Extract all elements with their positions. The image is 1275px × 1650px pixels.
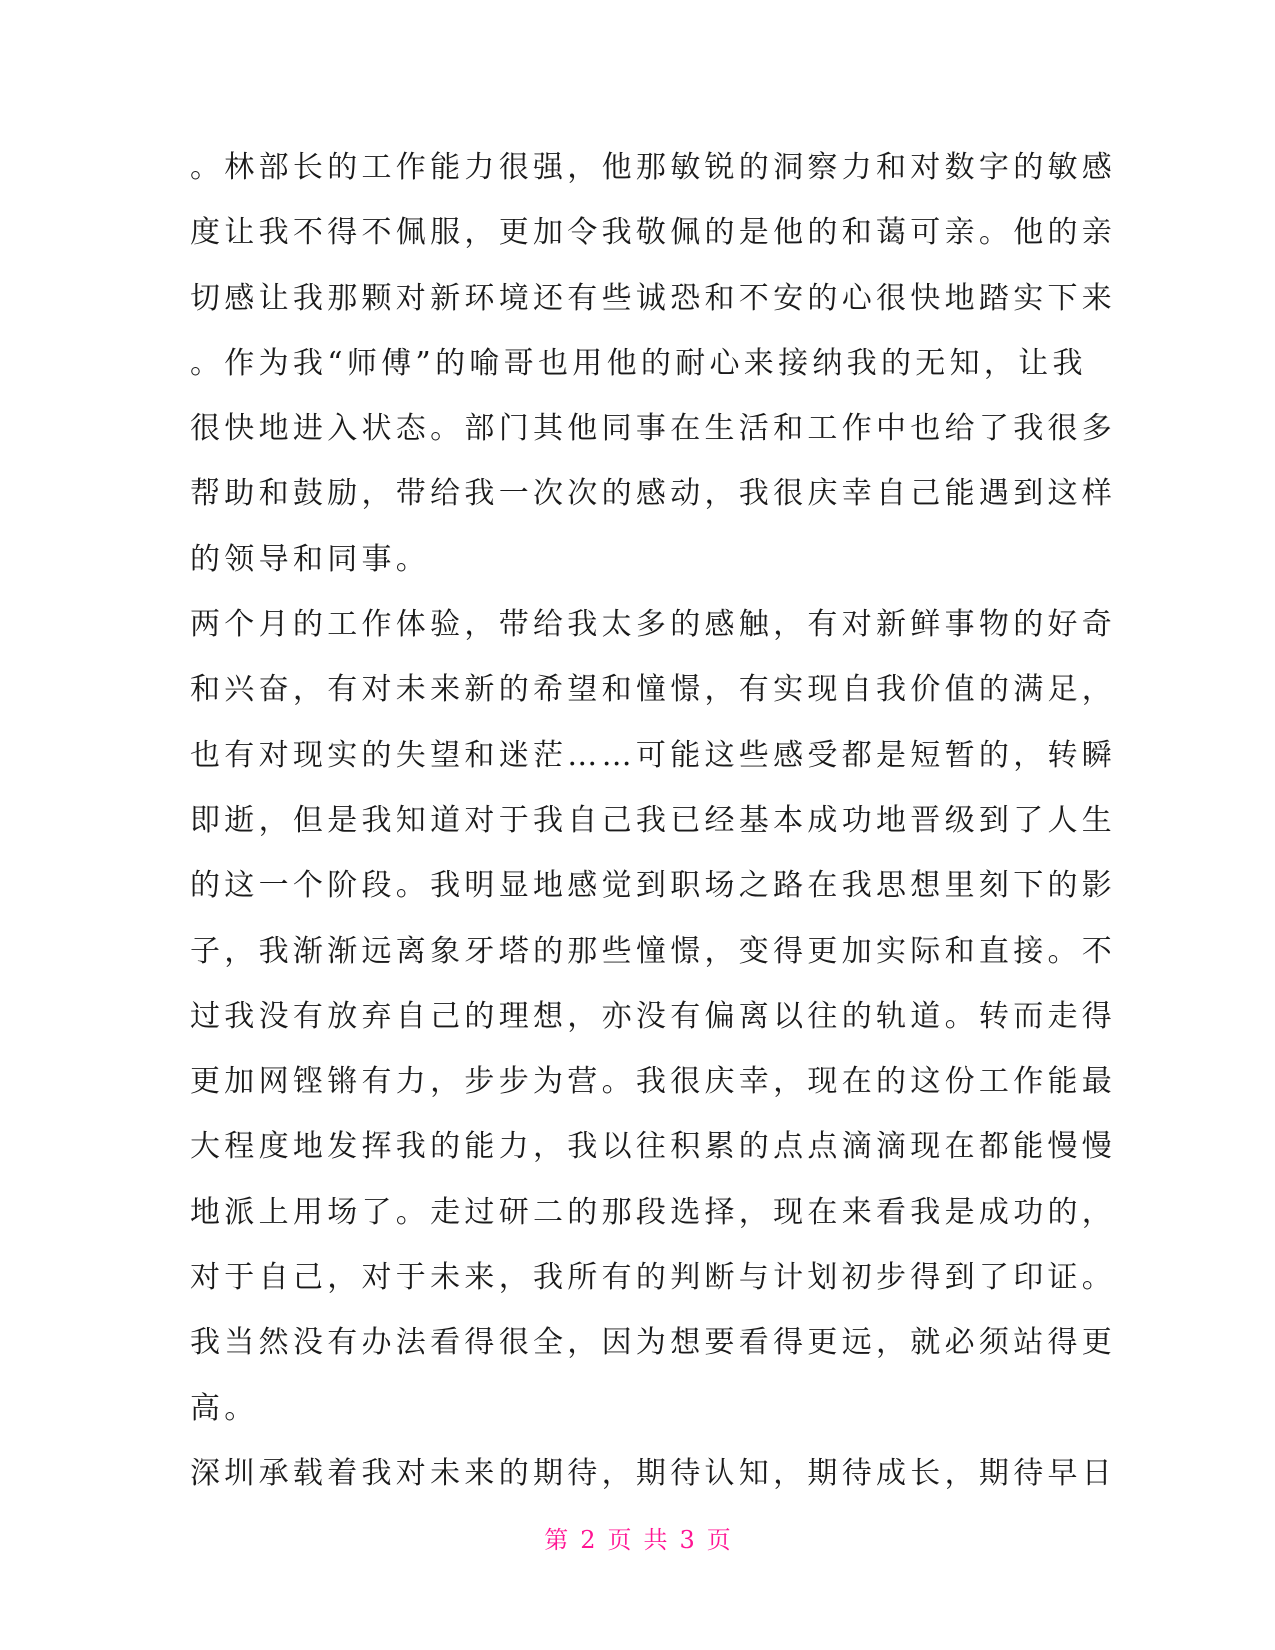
text-line: 。林部长的工作能力很强，他那敏锐的洞察力和对数字的敏感 <box>190 150 1117 185</box>
text-line: 大程度地发挥我的能力，我以往积累的点点滴滴现在都能慢慢 <box>190 1129 1117 1165</box>
footer-prefix: 第 <box>544 1526 569 1554</box>
page-number-footer <box>0 1524 1275 1556</box>
text-line: 两个月的工作体验，带给我太多的感触，有对新鲜事物的好奇 <box>190 607 1117 643</box>
footer-total-label: 共 <box>643 1526 668 1554</box>
text-line: 过我没有放弃自己的理想，亦没有偏离以往的轨道。转而走得 <box>190 998 1117 1034</box>
text-line: 帮助和鼓励，带给我一次次的感动，我很庆幸自己能遇到这样 <box>190 476 1117 512</box>
total-pages-number: 3 <box>679 1526 695 1554</box>
current-page-number: 2 <box>580 1526 596 1554</box>
text-line: 对于自己，对于未来，我所有的判断与计划初步得到了印证。 <box>190 1260 1117 1296</box>
text-line: 我当然没有办法看得很全，因为想要看得更远，就必须站得更 <box>190 1325 1117 1361</box>
text-line: 子，我渐渐远离象牙塔的那些憧憬，变得更加实际和直接。不 <box>190 933 1117 969</box>
text-line: 的领导和同事。 <box>190 541 431 577</box>
text-line: 很快地进入状态。部门其他同事在生活和工作中也给了我很多 <box>190 411 1117 447</box>
text-line: 高。 <box>190 1390 259 1426</box>
footer-suffix: 页 <box>706 1526 731 1554</box>
document-body <box>190 148 1117 1519</box>
text-line: 即逝，但是我知道对于我自己我已经基本成功地晋级到了人生 <box>190 802 1117 838</box>
text-line: 地派上用场了。走过研二的那段选择，现在来看我是成功的， <box>190 1194 1117 1230</box>
text-line: 的这一个阶段。我明显地感觉到职场之路在我思想里刻下的影 <box>190 868 1117 904</box>
footer-page-label: 页 <box>607 1526 632 1554</box>
text-line: 也有对现实的失望和迷茫……可能这些感受都是短暂的，转瞬 <box>190 737 1117 773</box>
text-line: 切感让我那颗对新环境还有些诚恐和不安的心很快地踏实下来 <box>190 280 1117 316</box>
text-line: 深圳承载着我对未来的期待，期待认知，期待成长，期待早日 <box>190 1455 1117 1491</box>
text-line: 更加网铿锵有力，步步为营。我很庆幸，现在的这份工作能最 <box>190 1064 1117 1100</box>
text-line: 度让我不得不佩服，更加令我敬佩的是他的和蔼可亲。他的亲 <box>190 215 1117 251</box>
text-line: 和兴奋，有对未来新的希望和憧憬，有实现自我价值的满足， <box>190 672 1117 708</box>
text-line: 。作为我“师傅”的喻哥也用他的耐心来接纳我的无知，让我 <box>190 345 1087 381</box>
